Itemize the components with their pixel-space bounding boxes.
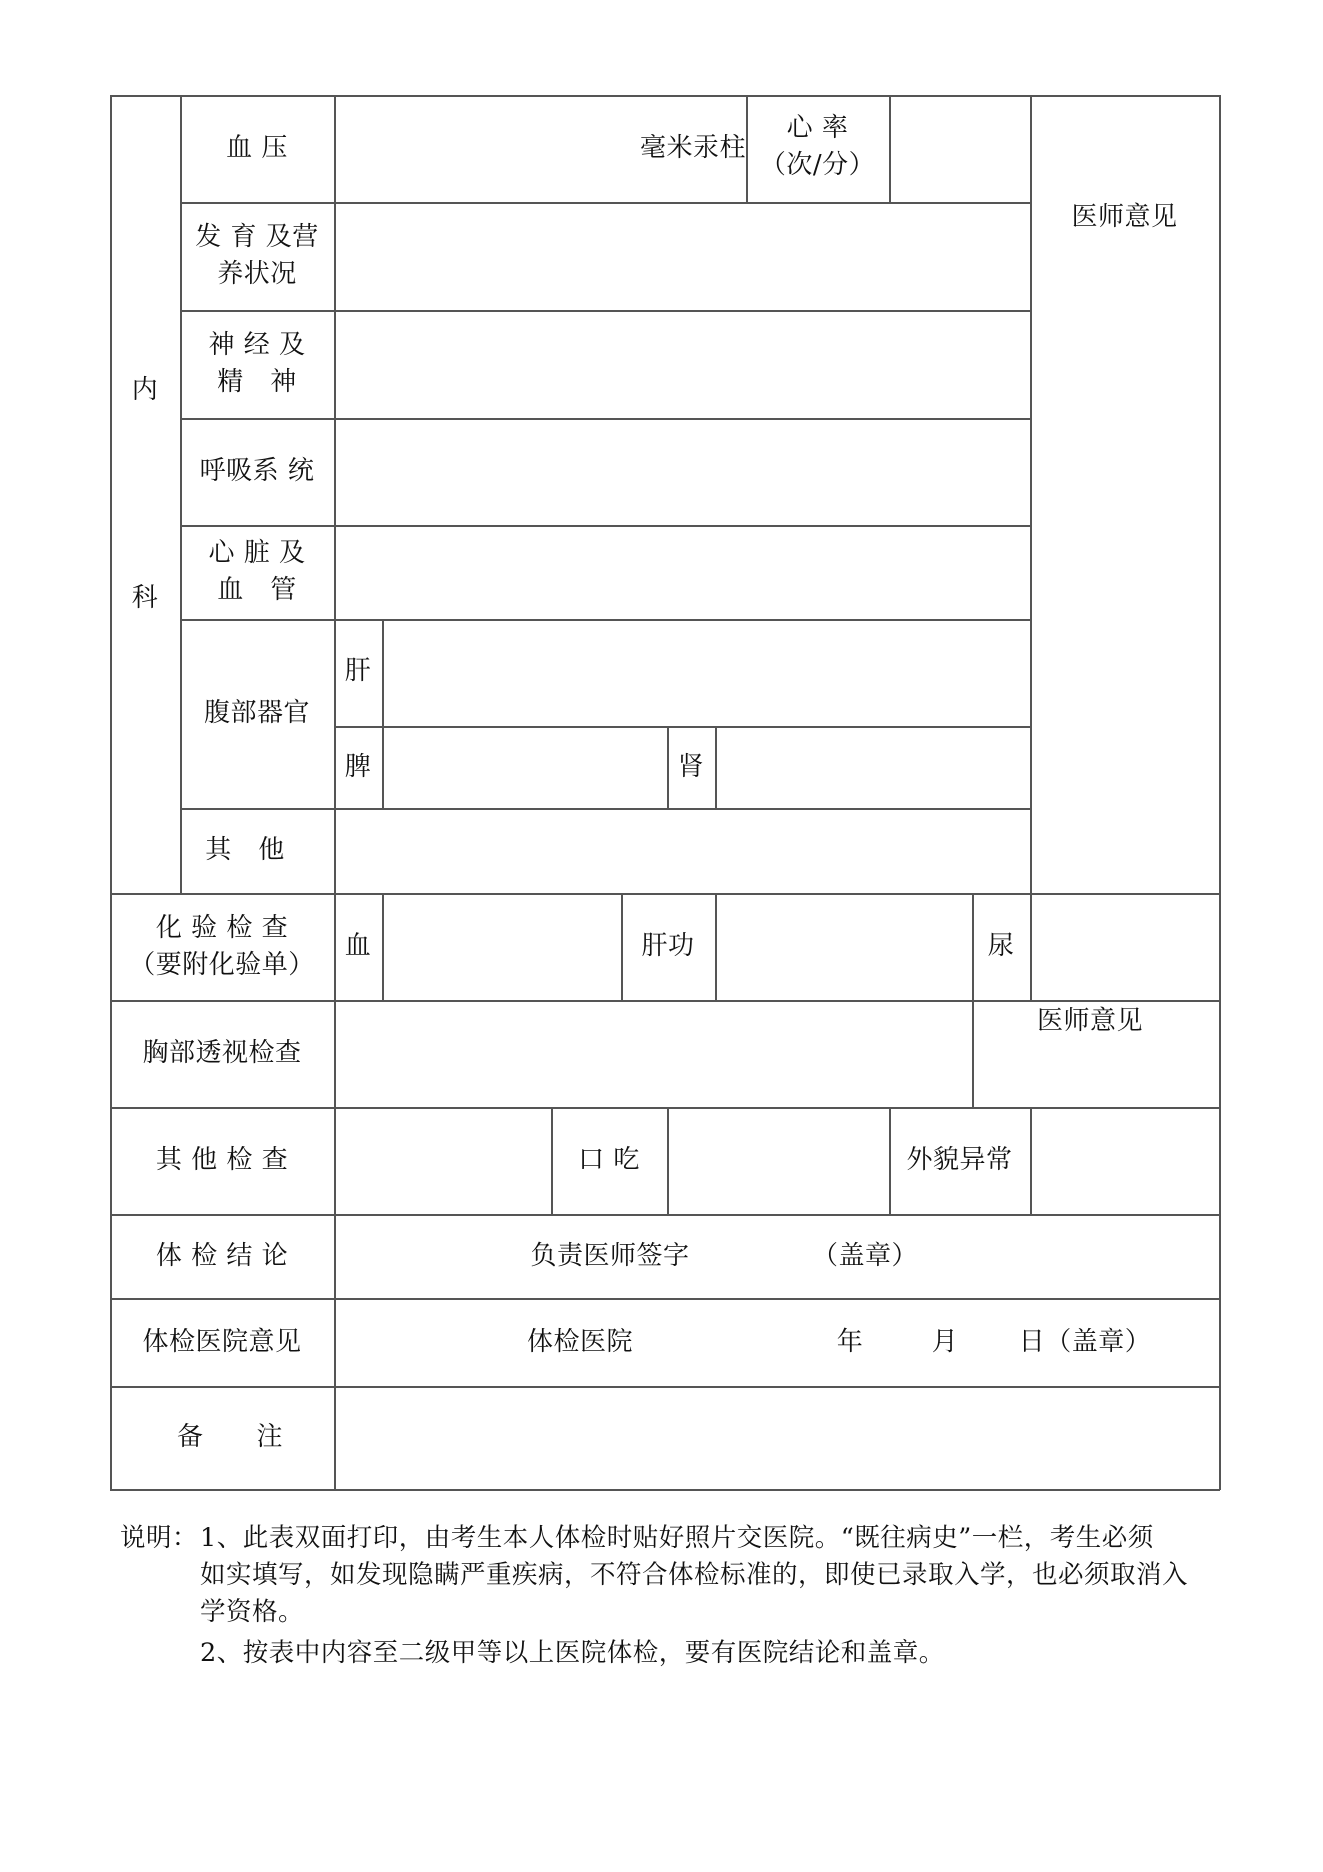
liver-label: 肝: [344, 656, 372, 686]
nerve-label: 神 经 及 精 神: [208, 330, 306, 397]
note-item-1-line-3: 学资格。: [200, 1597, 305, 1627]
abdomen-label: 腹部器官: [203, 698, 310, 728]
stutter-field[interactable]: [669, 1109, 888, 1213]
respiratory-label: 呼吸系 统: [199, 456, 315, 486]
spleen-label: 脾: [344, 751, 372, 782]
lab-liver-function-field[interactable]: [717, 895, 971, 999]
section-label-internal-1: 内: [131, 374, 159, 405]
remarks-label: 备 注: [176, 1422, 283, 1452]
internal-doctor-opinion-field[interactable]: [1032, 245, 1218, 891]
other-exam-field[interactable]: [336, 1109, 550, 1213]
appearance-abnormal-label: 外貌异常: [906, 1145, 1013, 1175]
other-exam-label: 其 他 检 查: [155, 1145, 289, 1175]
table-border-bottom: [110, 1489, 1220, 1491]
note-item-2: [120, 1635, 1220, 1672]
doctor-opinion-chest: 医师意见: [1036, 1005, 1143, 1036]
heart-vessel-label: 心 脏 及 血 管: [208, 538, 306, 605]
development-field[interactable]: [336, 204, 1029, 309]
stutter-label: 口 吃: [578, 1145, 640, 1175]
spleen-field[interactable]: [384, 728, 666, 807]
remarks-field[interactable]: [336, 1388, 1218, 1488]
note-prefix: 说明：: [120, 1523, 199, 1553]
day-stamp-label: 日（盖章）: [1018, 1326, 1152, 1357]
note-item-2-text: 2、按表中内容至二级甲等以上医院体检，要有医院结论和盖章。: [200, 1638, 945, 1668]
lab-urine-field[interactable]: [1032, 895, 1218, 999]
blood-pressure-unit: 毫米汞柱: [639, 133, 746, 163]
respiratory-field[interactable]: [336, 420, 1029, 524]
note-item-1-line-2: 如实填写，如发现隐瞒严重疾病，不符合体检标准的，即使已录取入学，也必须取消入: [200, 1560, 1189, 1590]
heart-rate-label: 心 率 （次/分）: [759, 113, 876, 180]
hospital-opinion-label: 体检医院意见: [142, 1326, 302, 1357]
doctor-opinion-internal: 医师意见: [1071, 201, 1178, 232]
note-item-1: [120, 1520, 1220, 1631]
appearance-field[interactable]: [1032, 1109, 1218, 1213]
chest-xray-field[interactable]: [336, 1002, 971, 1106]
other-field[interactable]: [336, 810, 1029, 892]
other-label: 其 他: [205, 835, 285, 865]
instructions-notes: [120, 1520, 1220, 1672]
kidney-label: 肾: [677, 751, 705, 782]
year-label: 年: [836, 1326, 864, 1357]
liver-field[interactable]: [384, 621, 1029, 725]
section-label-internal-2: 科: [131, 582, 159, 613]
conclusion-stamp-label: （盖章）: [811, 1240, 918, 1271]
blood-pressure-label: 血 压: [226, 133, 288, 163]
lab-liver-function-label: 肝功: [641, 931, 695, 961]
kidney-field[interactable]: [717, 728, 1029, 807]
note-item-1-line-1: 1、此表双面打印，由考生本人体检时贴好照片交医院。“既往病史”一栏，考生必须: [200, 1523, 1154, 1553]
chest-doctor-opinion-field[interactable]: [974, 1045, 1218, 1106]
lab-urine-label: 尿: [987, 931, 1015, 961]
lab-blood-label: 血: [344, 931, 372, 961]
heart-vessel-field[interactable]: [336, 527, 1029, 618]
nerve-field[interactable]: [336, 312, 1029, 417]
doctor-signature-label: 负责医师签字: [530, 1240, 690, 1271]
blood-pressure-field[interactable]: [336, 97, 616, 201]
development-label: 发 育 及营 养状况: [195, 222, 319, 289]
heart-rate-field[interactable]: [891, 97, 1029, 201]
lab-exam-label: 化 验 检 查 （要附化验单）: [129, 912, 315, 980]
hospital-name-label: 体检医院: [526, 1326, 633, 1357]
conclusion-label: 体 检 结 论: [155, 1240, 289, 1271]
month-label: 月: [931, 1326, 959, 1357]
lab-blood-field[interactable]: [384, 895, 620, 999]
table-border-right: [1219, 95, 1221, 1490]
chest-xray-label: 胸部透视检查: [142, 1038, 302, 1068]
